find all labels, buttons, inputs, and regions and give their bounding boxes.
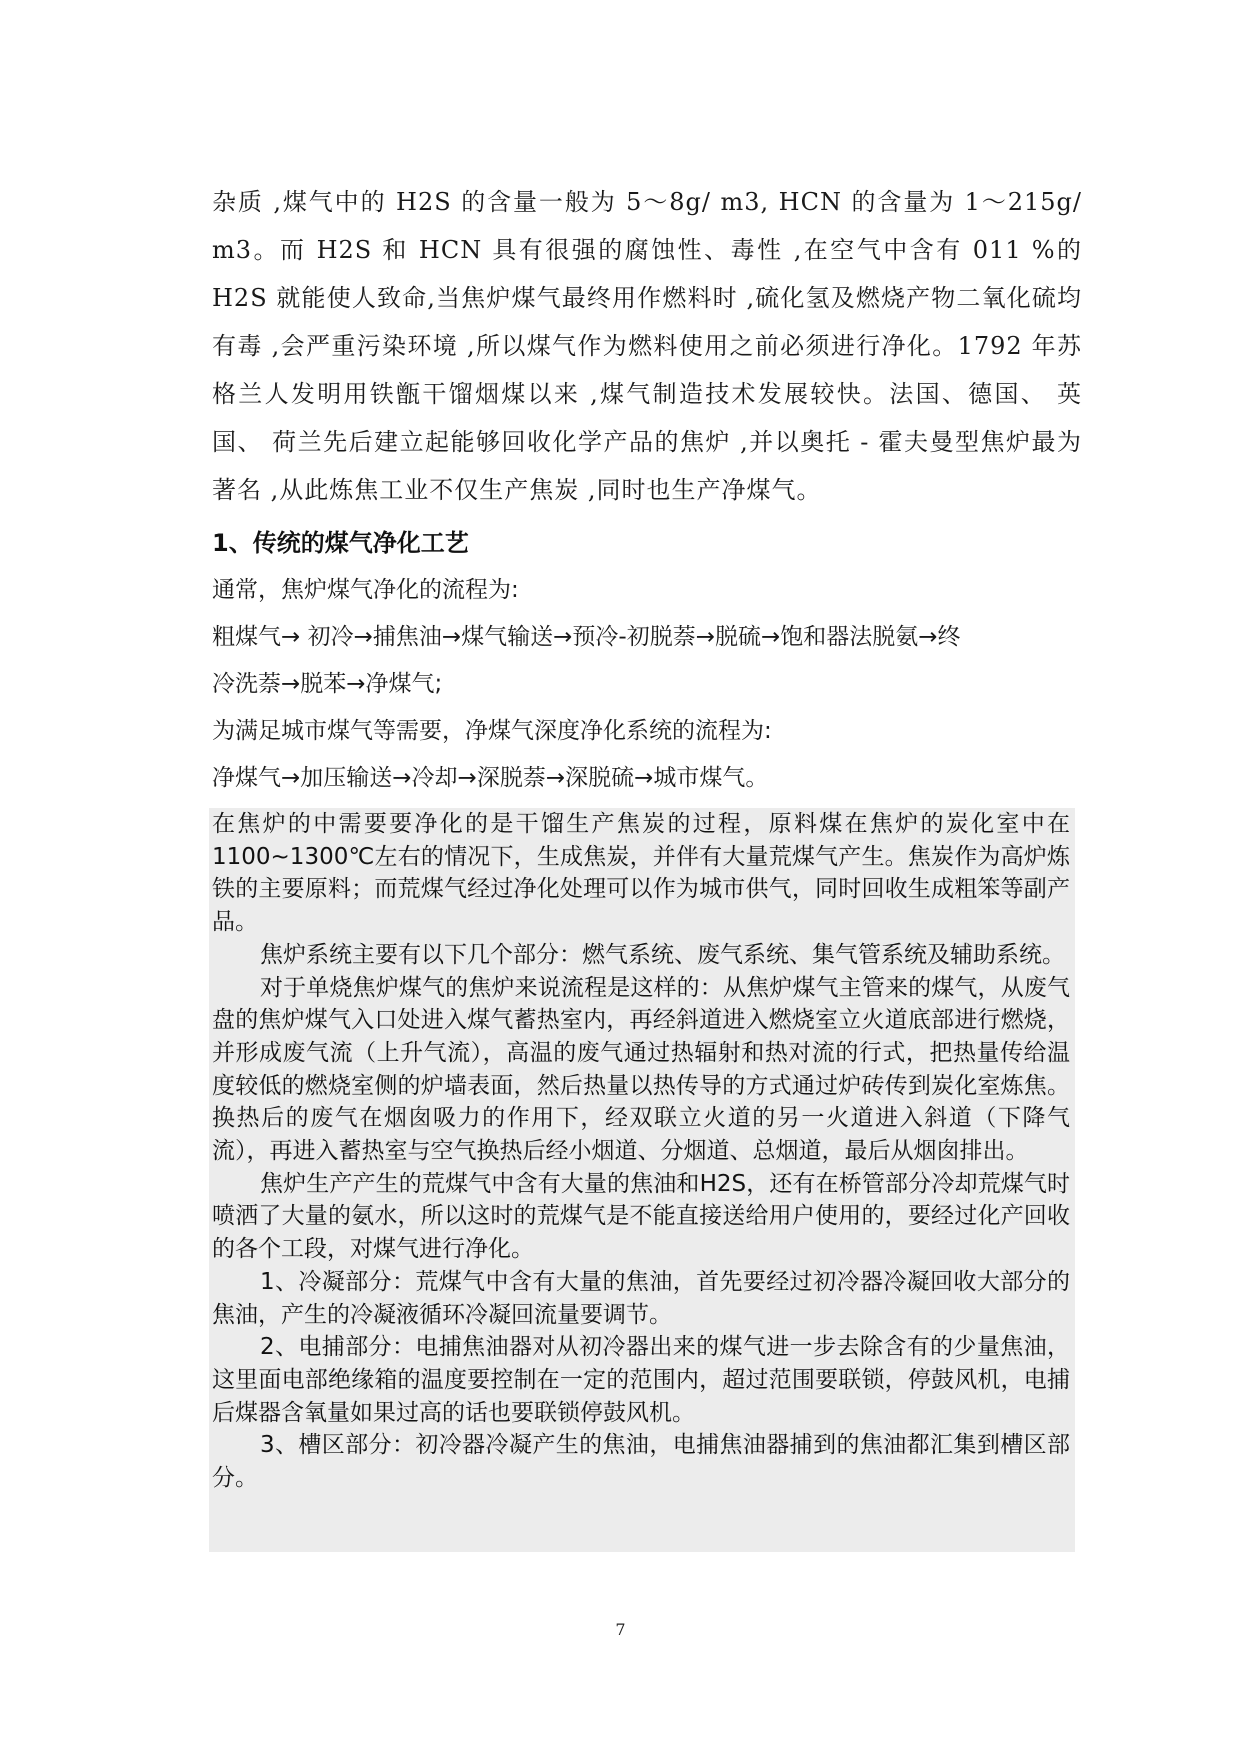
shaded-paragraph-6: 2、电捕部分：电捕焦油器对从初冷器出来的煤气进一步去除含有的少量焦油，这里面电部绝缘箱的温度要控制在一定的范围内，超过范围要联锁，停鼓风机，电捕后煤器含氧量如果过高的话也要联锁停鼓风机。 [212, 1334, 1070, 1426]
section-heading: 1、传统的煤气净化工艺 [212, 529, 469, 557]
flow-line-1: 粗煤气→ 初冷→捕焦油→煤气输送→预冷-初脱萘→脱硫→饱和器法脱氨→终 [212, 624, 961, 650]
flow-intro-text: 通常，焦炉煤气净化的流程为: [212, 577, 519, 603]
shaded-paragraph-5: 1、冷凝部分：荒煤气中含有大量的焦油，首先要经过初冷器冷凝回收大部分的焦油，产生的冷凝液循环冷凝回流量要调节。 [212, 1268, 1070, 1328]
shaded-block [212, 808, 1070, 1495]
shaded-paragraph-3: 对于单烧焦炉煤气的焦炉来说流程是这样的：从焦炉煤气主管来的煤气，从废气盘的焦炉煤气入口处进入煤气蓄热室内，再经斜道进入燃烧室立火道底部进行燃烧，并形成废气流（上升气流），高温的废气通过热辐射和热对流的行式，把热量传给温度较低的燃烧室侧的炉墙表面，然后热量以热传导的方式通过炉砖传到炭化室炼焦。换热后的废气在烟囱吸力的作用下，经双联立火道的另一火道进入斜道（下降气流），再进入蓄热室与空气换热后经小烟道、分烟道、总烟道，最后从烟囱排出。 [212, 974, 1070, 1165]
shaded-paragraph-1: 在焦炉的中需要要净化的是干馏生产焦炭的过程，原料煤在焦炉的炭化室中在1100~1300℃左右的情况下，生成焦炭，并伴有大量荒煤气产生。焦炭作为高炉炼铁的主要原料；而荒煤气经过净化处理可以作为城市供气，同时回收生成粗笨等副产品。 [212, 811, 1070, 936]
deep-flow-line: 净煤气→加压输送→冷却→深脱萘→深脱硫→城市煤气。 [212, 765, 769, 791]
shaded-paragraph-2: 焦炉系统主要有以下几个部分：燃气系统、废气系统、集气管系统及辅助系统。 [260, 941, 1065, 968]
intro-section [212, 178, 1082, 514]
flow-line-2: 冷洗萘→脱苯→净煤气; [212, 671, 443, 697]
page-number: 7 [615, 1620, 626, 1639]
deep-flow-intro-text: 为满足城市煤气等需要，净煤气深度净化系统的流程为: [212, 718, 772, 744]
shaded-paragraph-7: 3、槽区部分：初冷器冷凝产生的焦油，电捕焦油器捕到的焦油都汇集到槽区部分。 [212, 1432, 1070, 1492]
intro-paragraph: 杂质 ,煤气中的 H2S 的含量一般为 5～8g/ m3, HCN 的含量为 1～215g/ m3。而 H2S 和 HCN 具有很强的腐蚀性、毒性 ,在空气中含有 011 %的 H2S 就能使人致命,当焦炉煤气最终用作燃料时 ,硫化氢及燃烧产物二氧化硫均有毒 ,会严重污染环境 ,所以煤气作为燃料使用之前必须进行净化。1792 年苏格兰人发明用铁甑干馏烟煤以来 ,煤气制造技术发展较快。法国、德国、 英国、 荷兰先后建立起能够回收化学产品的焦炉 ,并以奥托 - 霍夫曼型焦炉最为著名 ,从此炼焦工业不仅生产焦炭 ,同时也生产净煤气。 [212, 188, 1082, 504]
shaded-paragraph-4: 焦炉生产产生的荒煤气中含有大量的焦油和H2S，还有在桥管部分冷却荒煤气时喷洒了大量的氨水，所以这时的荒煤气是不能直接送给用户使用的，要经过化产回收的各个工段，对煤气进行净化。 [212, 1170, 1070, 1263]
